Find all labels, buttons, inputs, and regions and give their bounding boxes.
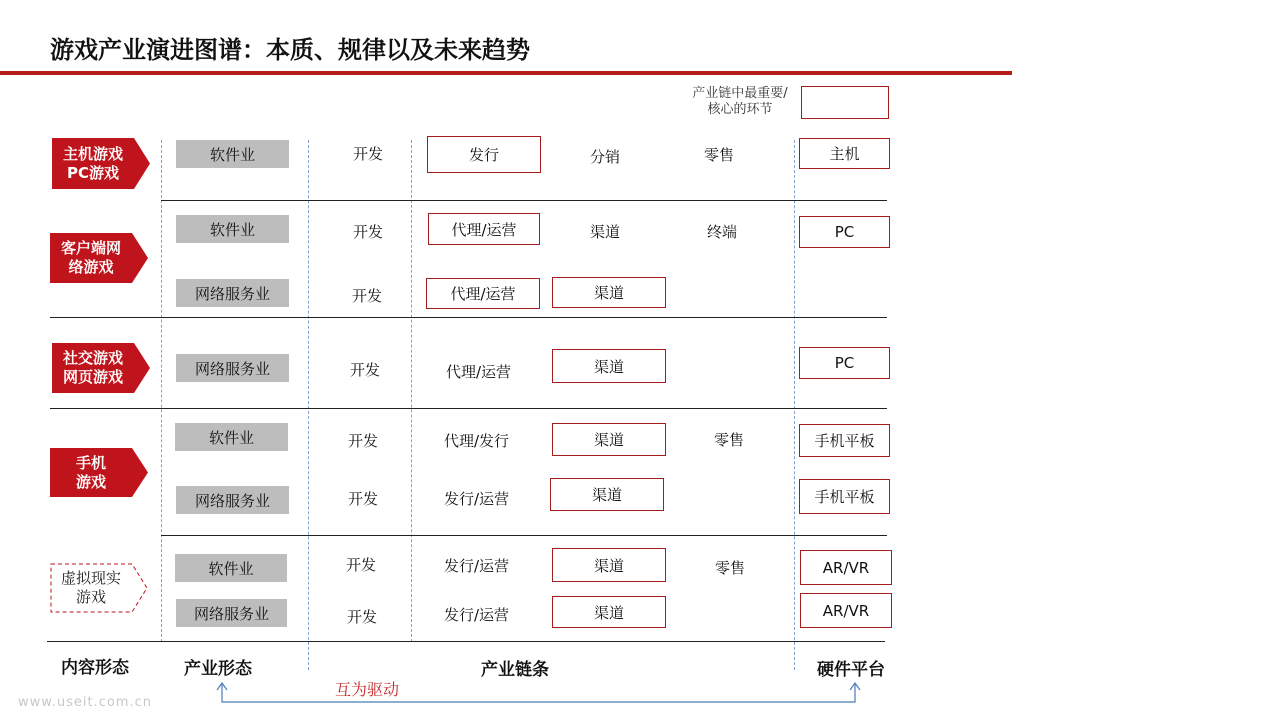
hardware-box: AR/VR	[800, 593, 892, 628]
hardware-box: PC	[799, 347, 890, 379]
tag-line: 手机	[75, 453, 106, 472]
tag-line: 络游戏	[68, 258, 114, 276]
title-underline	[0, 71, 1012, 75]
industry-form-software: 软件业	[175, 554, 287, 582]
chain-step: 零售	[714, 431, 745, 449]
chain-key-box: 渠道	[552, 423, 666, 456]
separator-content-industry	[161, 140, 162, 642]
watermark: www.useit.com.cn	[18, 695, 152, 710]
hardware-box: 主机	[799, 138, 890, 169]
row-divider	[50, 408, 887, 409]
chain-dev: 开发	[353, 145, 384, 163]
content-tag-vr	[50, 563, 148, 613]
tag-line: 主机游戏	[62, 144, 123, 163]
tag-line: PC游戏	[66, 163, 119, 182]
label-content-form: 内容形态	[61, 658, 129, 678]
row-divider	[161, 200, 887, 201]
chain-key-box: 渠道	[552, 548, 666, 582]
content-tag-console-pc	[52, 138, 150, 189]
chain-key-box: 渠道	[552, 277, 666, 308]
row-divider	[50, 317, 887, 318]
chain-key-box: 渠道	[550, 478, 664, 511]
industry-form-network: 网络服务业	[176, 354, 289, 382]
chain-dev: 开发	[347, 608, 378, 626]
chain-dev: 开发	[348, 490, 379, 508]
tag-line: 客户端网	[60, 239, 121, 257]
chain-step: 代理/运营	[446, 363, 512, 381]
content-tag-mobile	[50, 448, 148, 497]
chain-key-box: 渠道	[552, 596, 666, 628]
chain-dev: 开发	[353, 223, 384, 241]
hardware-box: AR/VR	[800, 550, 892, 585]
chain-step: 分销	[590, 148, 621, 166]
label-industry-chain: 产业链条	[481, 660, 549, 680]
industry-form-software: 软件业	[176, 215, 289, 243]
label-hardware-platform: 硬件平台	[817, 660, 885, 680]
industry-form-software: 软件业	[176, 140, 289, 168]
separator-dev-chain	[411, 140, 412, 642]
industry-form-network: 网络服务业	[176, 279, 289, 307]
tag-line: 网页游戏	[62, 368, 123, 386]
chain-step: 发行/运营	[444, 557, 510, 575]
legend-label	[684, 86, 796, 118]
separator-industry-chain	[308, 140, 309, 670]
industry-form-network: 网络服务业	[176, 486, 289, 514]
tag-line: 虚拟现实	[60, 569, 121, 587]
chain-key-box: 代理/运营	[428, 213, 540, 245]
row-divider	[161, 535, 887, 536]
mutual-drive-connector	[210, 676, 870, 710]
hardware-box: 手机平板	[799, 424, 890, 457]
chain-key-box: 渠道	[552, 349, 666, 383]
chain-dev: 开发	[346, 556, 377, 574]
label-industry-form: 产业形态	[184, 659, 252, 679]
legend-line2: 核心的环节	[707, 102, 773, 117]
tag-line: 游戏	[75, 588, 106, 606]
mutual-drive-label: 互为驱动	[335, 680, 400, 699]
chain-step: 代理/发行	[444, 432, 510, 450]
chain-step: 零售	[715, 559, 746, 577]
industry-form-software: 软件业	[175, 423, 288, 451]
chain-dev: 开发	[350, 361, 381, 379]
chain-key-box: 发行	[427, 136, 541, 173]
tag-line: 游戏	[75, 472, 106, 491]
content-tag-social-web	[52, 343, 150, 393]
legend-key-box	[801, 86, 889, 119]
tag-line: 社交游戏	[62, 349, 123, 367]
chain-key-box: 代理/运营	[426, 278, 540, 309]
chain-step: 发行/运营	[444, 490, 510, 508]
page-title: 游戏产业演进图谱：本质、规律以及未来趋势	[50, 36, 530, 64]
chain-step: 发行/运营	[444, 606, 510, 624]
content-tag-client-online	[50, 233, 148, 283]
chain-step: 零售	[704, 146, 735, 164]
hardware-box: 手机平板	[799, 479, 890, 514]
separator-chain-hardware	[794, 140, 795, 670]
chain-step: 终端	[707, 223, 738, 241]
hardware-box: PC	[799, 216, 890, 248]
industry-form-network: 网络服务业	[176, 599, 287, 627]
chain-dev: 开发	[352, 287, 383, 305]
row-divider	[47, 641, 885, 642]
chain-step: 渠道	[590, 223, 621, 241]
legend-line1: 产业链中最重要/	[692, 86, 788, 101]
chain-dev: 开发	[348, 432, 379, 450]
